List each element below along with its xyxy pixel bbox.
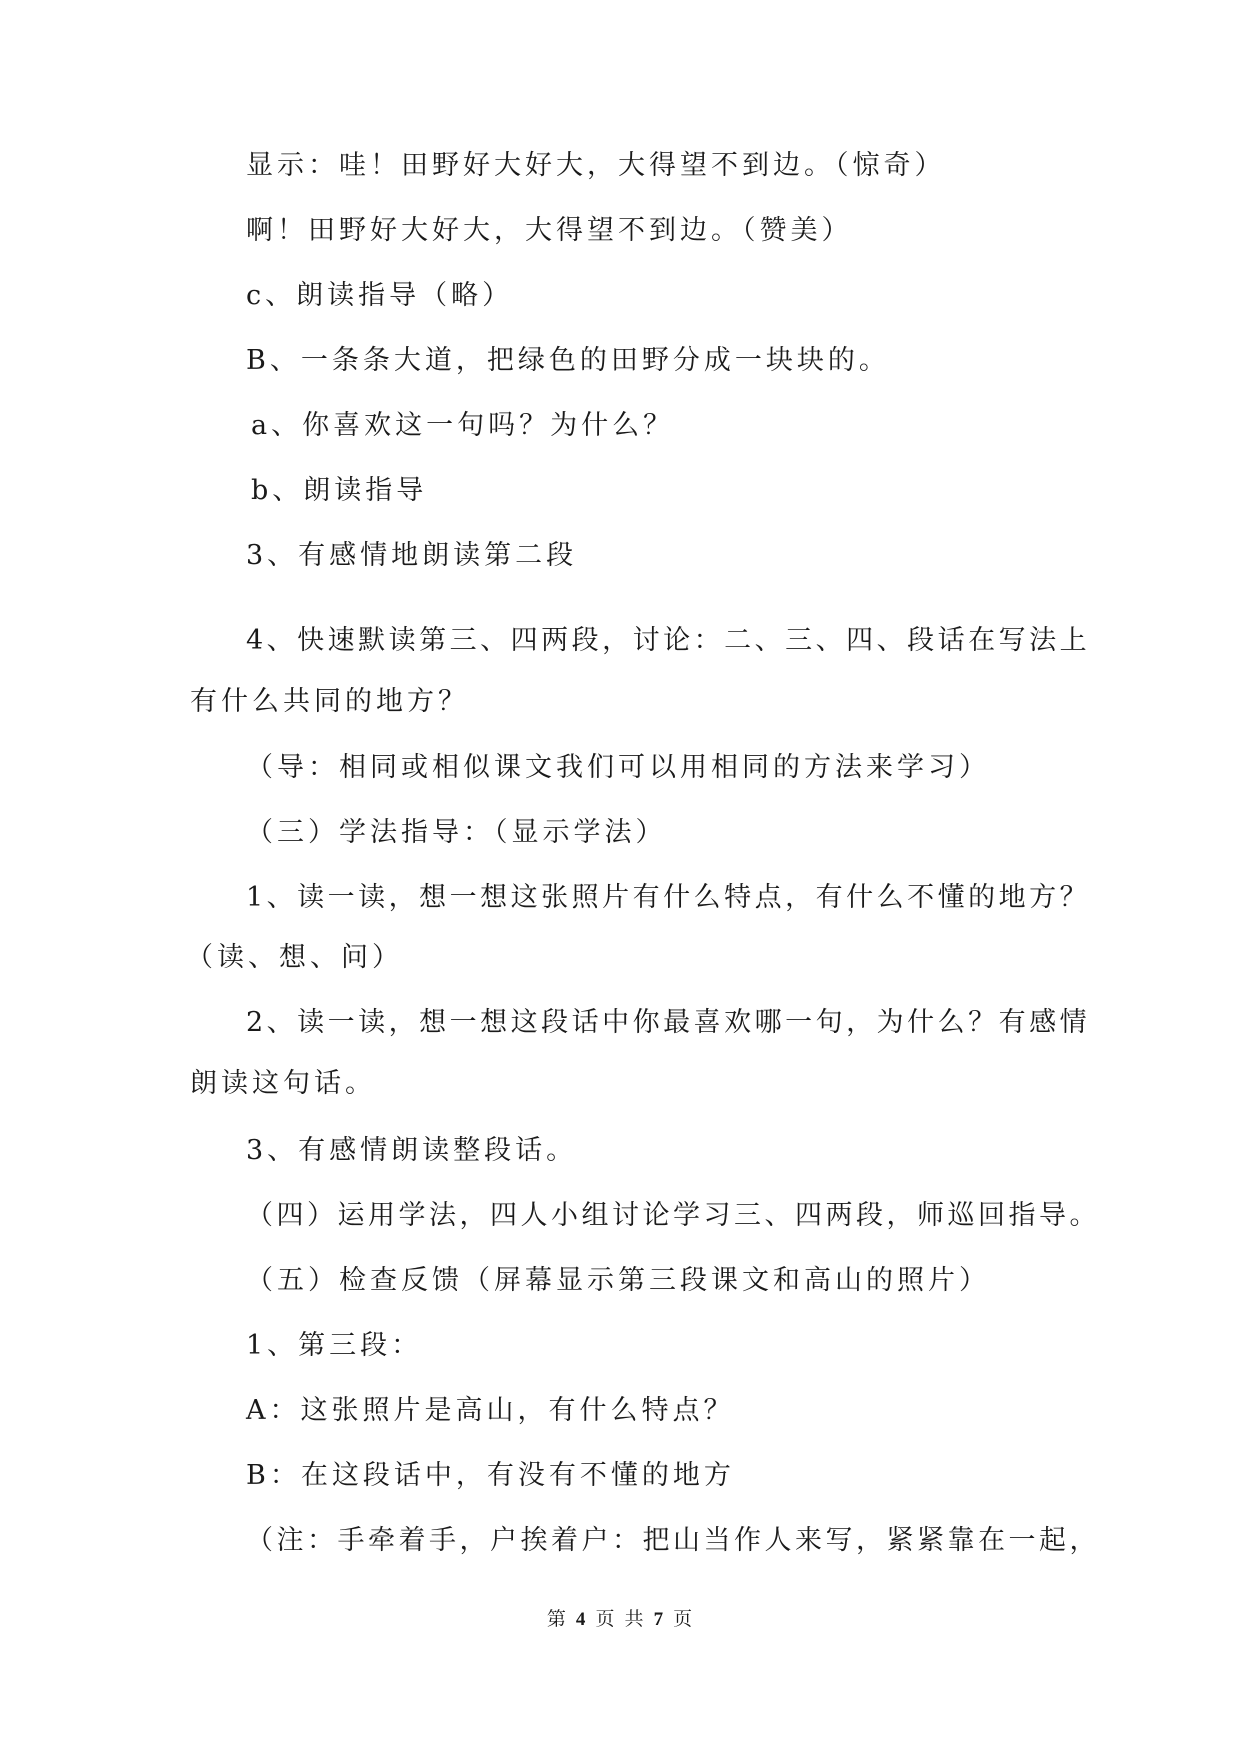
text-line: B、一条条大道，把绿色的田野分成一块块的。: [246, 345, 890, 376]
text-line: （三）学法指导：（显示学法）: [246, 817, 667, 848]
text-line: a、你喜欢这一句吗？为什么？: [251, 410, 675, 441]
text-line: 3、有感情朗读整段话。: [246, 1135, 578, 1166]
text-line: 朗读这句话。: [190, 1068, 376, 1099]
text-line: （导：相同或相似课文我们可以用相同的方法来学习）: [246, 752, 990, 783]
text-line: 2、读一读，想一想这段话中你最喜欢哪一句，为什么？有感情: [246, 1007, 1091, 1038]
footer-middle: 页 共: [595, 1608, 646, 1630]
text-line: （注：手牵着手，户挨着户：把山当作人来写，紧紧靠在一起，: [246, 1525, 1100, 1556]
text-line: 啊！田野好大好大，大得望不到边。（赞美）: [246, 215, 853, 246]
text-line: （四）运用学法，四人小组讨论学习三、四两段，师巡回指导。: [246, 1200, 1100, 1231]
text-line: b、朗读指导: [251, 475, 428, 506]
current-page-number: 4: [575, 1609, 588, 1630]
total-page-count: 7: [653, 1609, 666, 1630]
text-line: 显示：哇！田野好大好大，大得望不到边。（惊奇）: [246, 150, 946, 181]
text-line: 1、读一读，想一想这张照片有什么特点，有什么不懂的地方？: [246, 882, 1091, 913]
text-line: 3、有感情地朗读第二段: [246, 540, 578, 571]
text-line: 4、快速默读第三、四两段，讨论：二、三、四、段话在写法上: [246, 625, 1091, 656]
page-footer: [0, 1604, 1241, 1631]
text-line: （五）检查反馈（屏幕显示第三段课文和高山的照片）: [246, 1265, 990, 1296]
text-line: c、朗读指导（略）: [246, 280, 514, 311]
text-line: B：在这段话中，有没有不懂的地方: [246, 1460, 735, 1491]
text-line: （读、想、问）: [186, 942, 403, 973]
text-line: 有什么共同的地方？: [190, 686, 469, 717]
footer-suffix: 页: [673, 1608, 695, 1630]
text-line: A：这张照片是高山，有什么特点？: [246, 1395, 735, 1426]
footer-prefix: 第: [546, 1608, 568, 1630]
text-line: 1、第三段：: [246, 1330, 423, 1361]
